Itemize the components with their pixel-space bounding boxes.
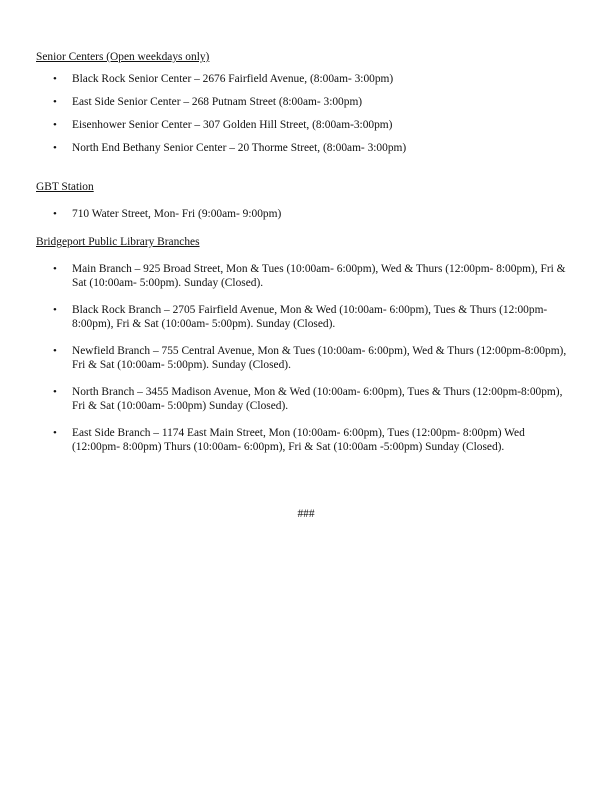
gbt-station-heading: GBT Station <box>36 181 94 193</box>
list-item: • 710 Water Street, Mon- Fri (9:00am- 9:00pm) <box>0 207 572 221</box>
list-item: • Black Rock Branch – 2705 Fairfield Avenue, Mon & Wed (10:00am- 6:00pm), Tues & Thurs (12:00pm- 8:00pm), Fri & Sat (10:00am- 5:00pm). Sunday (Closed). <box>0 303 572 331</box>
list-item: • Black Rock Senior Center – 2676 Fairfield Avenue, (8:00am- 3:00pm) <box>0 72 572 86</box>
library-branches-heading: Bridgeport Public Library Branches <box>36 236 200 248</box>
end-of-document-mark: ### <box>297 508 315 520</box>
list-item: • North End Bethany Senior Center – 20 Thorme Street, (8:00am- 3:00pm) <box>0 141 572 155</box>
list-item: • East Side Branch – 1174 East Main Street, Mon (10:00am- 6:00pm), Tues (12:00pm- 8:00pm) Wed (12:00pm- 8:00pm) Thurs (10:00am- 6:00pm), Fri & Sat (10:00am -5:00pm) Sunday (Closed). <box>0 426 572 454</box>
gbt-station-list <box>0 207 572 221</box>
library-branches-list <box>0 262 572 467</box>
list-item: • Eisenhower Senior Center – 307 Golden Hill Street, (8:00am-3:00pm) <box>0 118 572 132</box>
senior-centers-list <box>0 72 572 164</box>
list-item: • Main Branch – 925 Broad Street, Mon & Tues (10:00am- 6:00pm), Wed & Thurs (12:00pm- 8:00pm), Fri & Sat (10:00am- 5:00pm). Sunday (Closed). <box>0 262 572 290</box>
list-item: • North Branch – 3455 Madison Avenue, Mon & Wed (10:00am- 6:00pm), Tues & Thurs (12:00pm-8:00pm), Fri & Sat (10:00am- 5:00pm) Sunday (Closed). <box>0 385 572 413</box>
senior-centers-heading: Senior Centers (Open weekdays only) <box>36 51 210 63</box>
list-item: • Newfield Branch – 755 Central Avenue, Mon & Tues (10:00am- 6:00pm), Wed & Thurs (12:00pm-8:00pm), Fri & Sat (10:00am- 5:00pm). Sunday (Closed). <box>0 344 572 372</box>
list-item: • East Side Senior Center – 268 Putnam Street (8:00am- 3:00pm) <box>0 95 572 109</box>
